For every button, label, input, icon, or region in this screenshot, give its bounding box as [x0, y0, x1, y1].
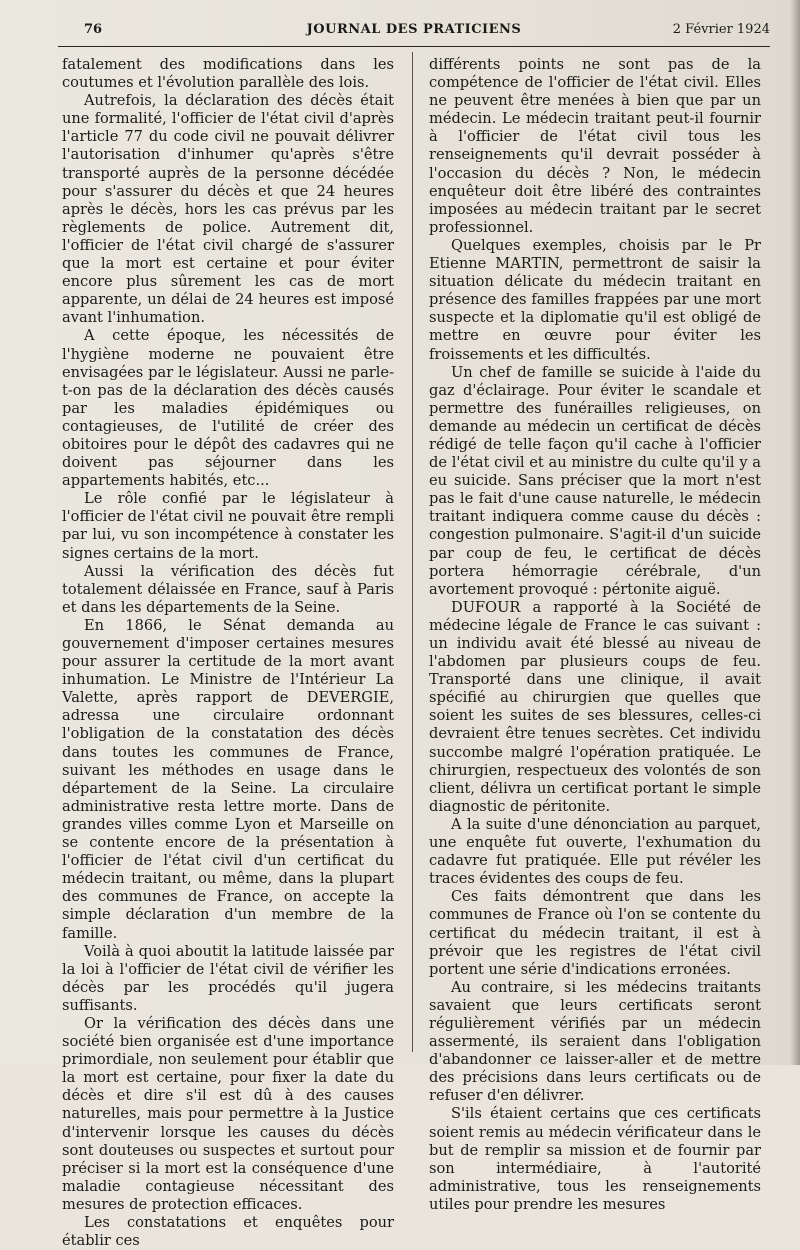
- paragraph: S'ils étaient certains que ces certificats soient remis au médecin vérificateur dans le but de remplir sa mission et de fournir par son intermédiaire, à l'autorité administrative, tous les renseignements utiles pour prendre les mesures: [429, 1105, 761, 1213]
- column-divider: [412, 52, 413, 1052]
- paragraph: différents points ne sont pas de la compétence de l'officier de l'état civil. Elles ne peuvent être menées à bien que par un médecin. Le médecin traitant peut-il fournir à l'officier de l'état civil tous les renseignements qu'il devrait posséder à l'occasion du décès ? Non, le médecin enquêteur doit être libéré des contraintes imposées au médecin traitant par le secret professionnel.: [429, 56, 761, 236]
- page-number: 76: [84, 22, 103, 37]
- paragraph: Quelques exemples, choisis par le Pr Etienne MARTIN, permettront de saisir la situation délicate du médecin traitant en présence des familles frappées par une mort suspecte et la diplomatie qu'il est obligé de mettre en œuvre pour éviter les froissements et les difficultés.: [429, 236, 761, 363]
- journal-title: JOURNAL DES PRATICIENS: [306, 22, 522, 37]
- paragraph: fatalement des modifications dans les coutumes et l'évolution parallèle des lois.: [62, 56, 394, 92]
- page-edge-shadow: [790, 0, 800, 1065]
- paragraph: Or la vérification des décès dans une société bien organisée est d'une importance primordiale, non seulement pour établir que la mort est certaine, pour fixer la date du décès et dire s'il est dû à des causes naturelles, mais pour permettre à la Justice d'intervenir lorsque les causes du décès sont douteuses ou suspectes et surtout pour préciser si la mort est la conséquence d'une maladie contagieuse nécessitant des mesures de protection efficaces.: [62, 1014, 394, 1213]
- paragraph: Un chef de famille se suicide à l'aide du gaz d'éclairage. Pour éviter le scandale et permettre des funérailles religieuses, on demande au médecin un certificat de décès rédigé de telle façon qu'il cache à l'officier de l'état civil et au ministre du culte qu'il y a eu suicide. Sans préciser que la mort n'est pas le fait d'une cause naturelle, le médecin traitant indiquera comme cause du décès : congestion pulmonaire. S'agit-il d'un suicide par coup de feu, le certificat de décès portera hémorragie cérébrale, d'un avortement provoqué : pértonite aiguë.: [429, 363, 761, 598]
- paragraph: DUFOUR a rapporté à la Société de médecine légale de France le cas suivant : un individu avait été blessé au niveau de l'abdomen par plusieurs coups de feu. Transporté dans une clinique, il avait spécifié au chirurgien que quelles que soient les suites de ses blessures, celles-ci devraient être tenues secrètes. Cet individu succombe malgré l'opération pratiquée. Le chirurgien, respectueux des volontés de son client, délivra un certificat portant le simple diagnostic de péritonite.: [429, 598, 761, 815]
- running-header: [58, 22, 770, 47]
- paragraph: Au contraire, si les médecins traitants savaient que leurs certificats seront régulièrement vérifiés par un médecin assermenté, ils seraient dans l'obligation d'abandonner ce laisser-aller et de mettre des précisions dans leurs certificats ou de refuser d'en délivrer.: [429, 978, 761, 1105]
- paragraph: Le rôle confié par le législateur à l'officier de l'état civil ne pouvait être rempli par lui, vu son incompétence à constater les signes certains de la mort.: [62, 490, 394, 562]
- paragraph: Voilà à quoi aboutit la latitude laissée par la loi à l'officier de l'état civil de vérifier les décès par les procédés qu'il jugera suffisants.: [62, 942, 394, 1014]
- paragraph: A cette époque, les nécessités de l'hygiène moderne ne pouvaient être envisagées par le législateur. Aussi ne parle-t-on pas de la déclaration des décès causés par les maladies épidémiques ou contagieuses, de l'utilité de créer des obitoires pour le dépôt des cadavres qui ne doivent pas séjourner dans les appartements habités, etc...: [62, 327, 394, 490]
- left-column: [62, 56, 394, 1250]
- paragraph: A la suite d'une dénonciation au parquet, une enquête fut ouverte, l'exhumation du cadavre fut pratiquée. Elle put révéler les traces évidentes des coups de feu.: [429, 815, 761, 888]
- paragraph: En 1866, le Sénat demanda au gouvernement d'imposer certaines mesures pour assurer la certitude de la mort avant inhumation. Le Ministre de l'Intérieur La Valette, après rapport de DEVERGIE, adressa une circulaire ordonnant l'obligation de la constatation des décès dans toutes les communes de France, suivant les méthodes en usage dans le département de la Seine. La circulaire administrative resta lettre morte. Dans de grandes villes comme Lyon et Marseille on se contente encore de la présentation à l'officier de l'état civil d'un certificat du médecin traitant, ou même, dans la plupart des communes de France, on accepte la simple déclaration d'un membre de la famille.: [62, 616, 394, 942]
- paragraph: Aussi la vérification des décès fut totalement délaissée en France, sauf à Paris et dans les départements de la Seine.: [62, 562, 394, 616]
- issue-date: 2 Février 1924: [672, 22, 770, 37]
- right-column: [429, 56, 761, 1214]
- paragraph: Les constatations et enquêtes pour établir ces: [62, 1214, 394, 1250]
- paragraph: Ces faits démontrent que dans les communes de France où l'on se contente du certificat du médecin traitant, il est à prévoir que les registres de l'état civil portent une série d'indications erronées.: [429, 888, 761, 978]
- paragraph: Autrefois, la déclaration des décès était une formalité, l'officier de l'état civil d'après l'article 77 du code civil ne pouvait délivrer l'autorisation d'inhumer qu'après s'être transporté auprès de la personne décédée pour s'assurer du décès et que 24 heures après le décès, hors les cas prévus par les règlements de police. Autrement dit, l'officier de l'état civil chargé de s'assurer que la mort est certaine et pour éviter encore plus sûrement les cas de mort apparente, un délai de 24 heures est imposé avant l'inhumation.: [62, 92, 394, 327]
